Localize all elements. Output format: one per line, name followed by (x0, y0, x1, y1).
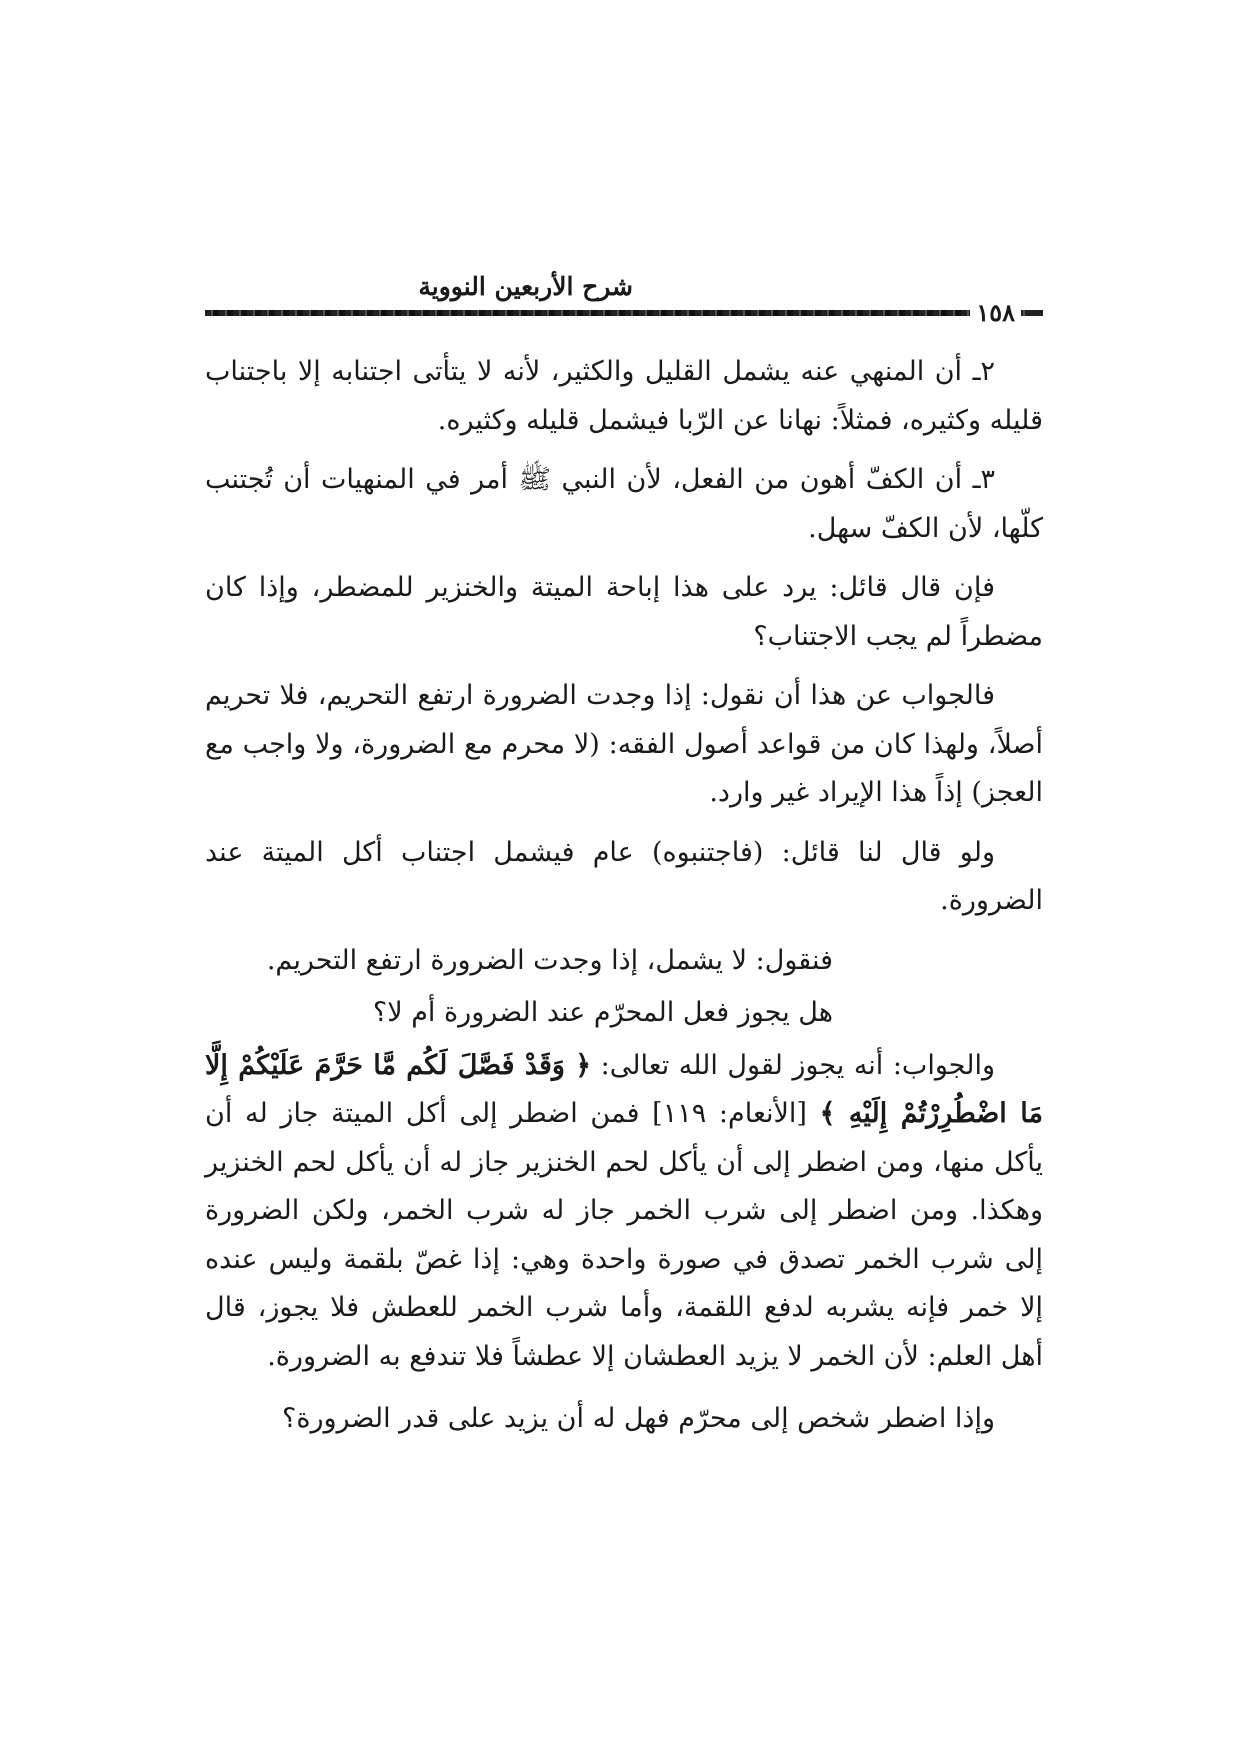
header-rule-end (1025, 310, 1043, 316)
page-number: ١٥٨ (970, 302, 1021, 324)
paragraph-answer (205, 1042, 1043, 1382)
paragraph-response: فالجواب عن هذا أن نقول: إذا وجدت الضرورة ارتفع التحريم، فلا تحريم أصلاً، ولهذا كان من قواعد أصول الفقه: (لا محرم مع الضرورة، ولا واجب مع العجز) إذاً هذا الإيراد غير وارد. (205, 680, 1043, 808)
paragraph-reply: فنقول: لا يشمل، إذا وجدت الضرورة ارتفع التحريم. (266, 944, 833, 976)
paragraph-question: هل يجوز فعل المحرّم عند الضرورة أم لا؟ (372, 997, 833, 1028)
paragraph-objection: فإن قال قائل: يرد على هذا إباحة الميتة والخنزير للمضطر، وإذا كان مضطراً لم يجب الاجتناب؟ (205, 572, 1043, 652)
answer-intro: والجواب: أنه يجوز لقول الله تعالى: (600, 1049, 995, 1081)
page-header (205, 272, 1043, 327)
header-rule (205, 310, 1043, 316)
page-body (205, 348, 1043, 1455)
paragraph-second-objection: ولو قال لنا قائل: (فاجتنبوه) عام فيشمل اجتناب أكل الميتة عند الضرورة. (205, 836, 1043, 916)
paragraph-point-2: ٢ـ أن المنهي عنه يشمل القليل والكثير، لأنه لا يتأتى اجتنابه إلا باجتناب قليله وكثيره، فمثلاً: نهانا عن الرّبا فيشمل قليله وكثيره. (205, 356, 1043, 436)
running-title: شرح الأربعين النووية (418, 272, 633, 301)
paragraph-final-question: وإذا اضطر شخص إلى محرّم فهل له أن يزيد على قدر الضرورة؟ (281, 1403, 995, 1434)
quran-verse: ﴿ وَقَدْ فَصَّلَ لَكُم مَّا حَرَّمَ عَلَيْكُمْ إِلَّا مَا اضْطُرِرْتُمْ إِلَيْهِ ﴾ (205, 1049, 1043, 1129)
paragraph-point-3: ٣ـ أن الكفّ أهون من الفعل، لأن النبي ﷺ أمر في المنهيات أن تُجتنب كلّها، لأن الكفّ سهل. (205, 464, 1043, 544)
answer-rest: [الأنعام: ١١٩] فمن اضطر إلى أكل الميتة جاز له أن يأكل منها، ومن اضطر إلى أن يأكل لحم الخنزير جاز له أن يأكل لحم الخنزير وهكذا. ومن اضطر إلى شرب الخمر جاز له شرب الخمر، ولكن الضرورة إلى شرب الخمر تصدق في صورة واحدة وهي: إذا غصّ بلقمة وليس عنده إلا خمر فإنه يشربه لدفع اللقمة، وأما شرب الخمر للعطش فلا يجوز، قال أهل العلم: لأن الخمر لا يزيد العطشان إلا عطشاً فلا تندفع به الضرورة. (205, 1098, 1043, 1372)
